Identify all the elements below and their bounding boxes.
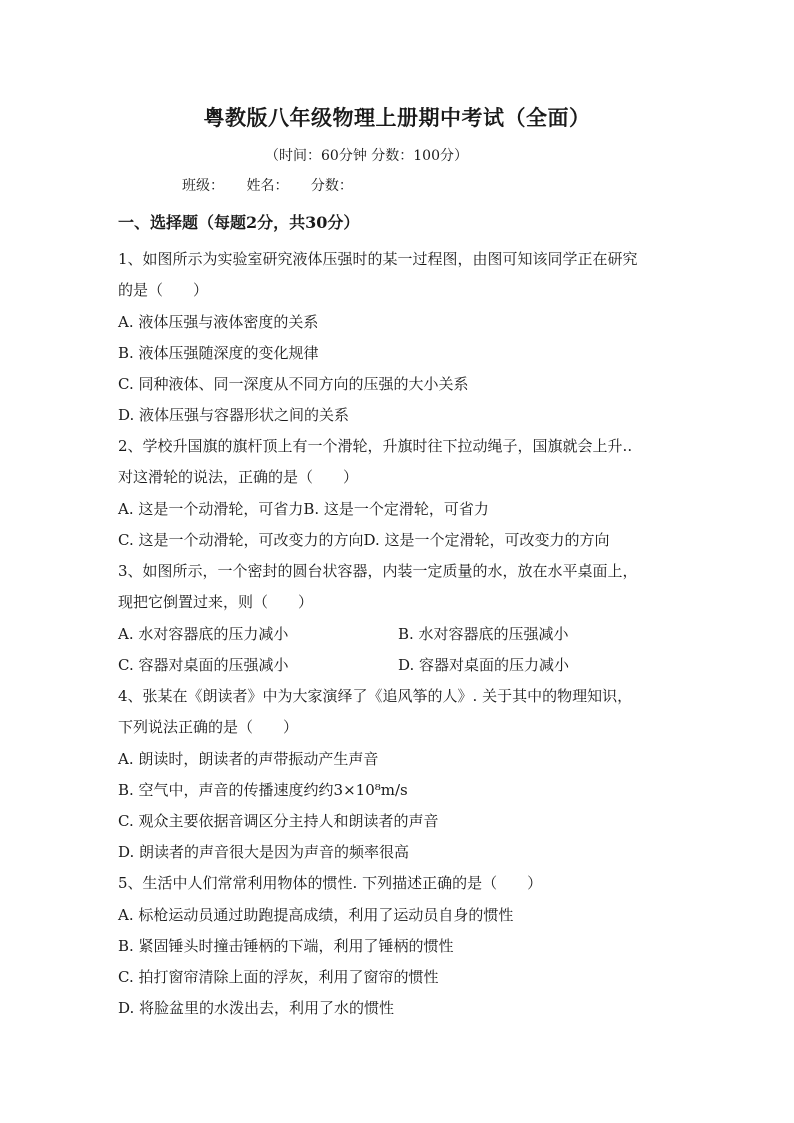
q1-stem-line2: 的是（ ） — [118, 281, 209, 299]
exam-time-score: （时间：60分钟 分数：100分） — [265, 148, 468, 164]
q3-option-b: B. 水对容器底的压强减小 — [398, 625, 569, 643]
exam-title: 粤教版八年级物理上册期中考试（全面） — [203, 105, 591, 130]
q3-stem-line2: 现把它倒置过来，则（ ） — [118, 593, 314, 611]
q3-option-a: A. 水对容器底的压力减小 — [118, 625, 289, 643]
section-title: 一、选择题（每题2分，共30分） — [118, 213, 360, 232]
q4-option-d: D. 朗读者的声音很大是因为声音的频率很高 — [118, 843, 410, 861]
q2-stem-line2: 对这滑轮的说法，正确的是（ ） — [118, 468, 359, 486]
q5-option-b: B. 紧固锤头时撞击锤柄的下端，利用了锤柄的惯性 — [118, 937, 454, 955]
q3-stem-line1: 3、如图所示，一个密封的圆台状容器，内装一定质量的水，放在水平桌面上， — [118, 562, 638, 580]
student-info-row — [182, 175, 371, 195]
q5-option-c: C. 拍打窗帘清除上面的浮灰，利用了窗帘的惯性 — [118, 968, 439, 986]
q4-option-c: C. 观众主要依据音调区分主持人和朗读者的声音 — [118, 812, 439, 830]
q1-stem-line1: 1、如图所示为实验室研究液体压强时的某一过程图，由图可知该同学正在研究 — [118, 250, 638, 268]
class-label: 班级： — [182, 178, 224, 194]
q2-stem-line1: 2、学校升国旗的旗杆顶上有一个滑轮，升旗时往下拉动绳子，国旗就会上升.. — [118, 437, 633, 455]
q3-option-c: C. 容器对桌面的压强减小 — [118, 656, 289, 674]
q2-options-cd: C. 这是一个动滑轮，可改变力的方向D. 这是一个定滑轮，可改变力的方向 — [118, 531, 610, 549]
q1-option-b: B. 液体压强随深度的变化规律 — [118, 344, 319, 362]
q5-option-d: D. 将脸盆里的水泼出去，利用了水的惯性 — [118, 999, 395, 1017]
q4-stem-line1: 4、张某在《朗读者》中为大家演绎了《追风筝的人》. 关于其中的物理知识， — [118, 687, 633, 705]
q5-option-a: A. 标枪运动员通过助跑提高成绩，利用了运动员自身的惯性 — [118, 906, 514, 924]
q4-option-b: B. 空气中，声音的传播速度约约3×10⁸m/s — [118, 781, 408, 799]
q2-options-ab: A. 这是一个动滑轮，可省力B. 这是一个定滑轮，可省力 — [118, 500, 489, 518]
q1-option-a: A. 液体压强与液体密度的关系 — [118, 313, 319, 331]
q3-option-d: D. 容器对桌面的压力减小 — [398, 656, 570, 674]
q5-stem: 5、生活中人们常常利用物体的惯性. 下列描述正确的是（ ） — [118, 874, 543, 892]
name-label: 姓名： — [246, 178, 289, 194]
q1-option-c: C. 同种液体、同一深度从不同方向的压强的大小关系 — [118, 375, 469, 393]
q4-option-a: A. 朗读时，朗读者的声带振动产生声音 — [118, 750, 379, 768]
score-label: 分数： — [310, 178, 353, 194]
q1-option-d: D. 液体压强与容器形状之间的关系 — [118, 406, 350, 424]
q4-stem-line2: 下列说法正确的是（ ） — [118, 718, 299, 736]
